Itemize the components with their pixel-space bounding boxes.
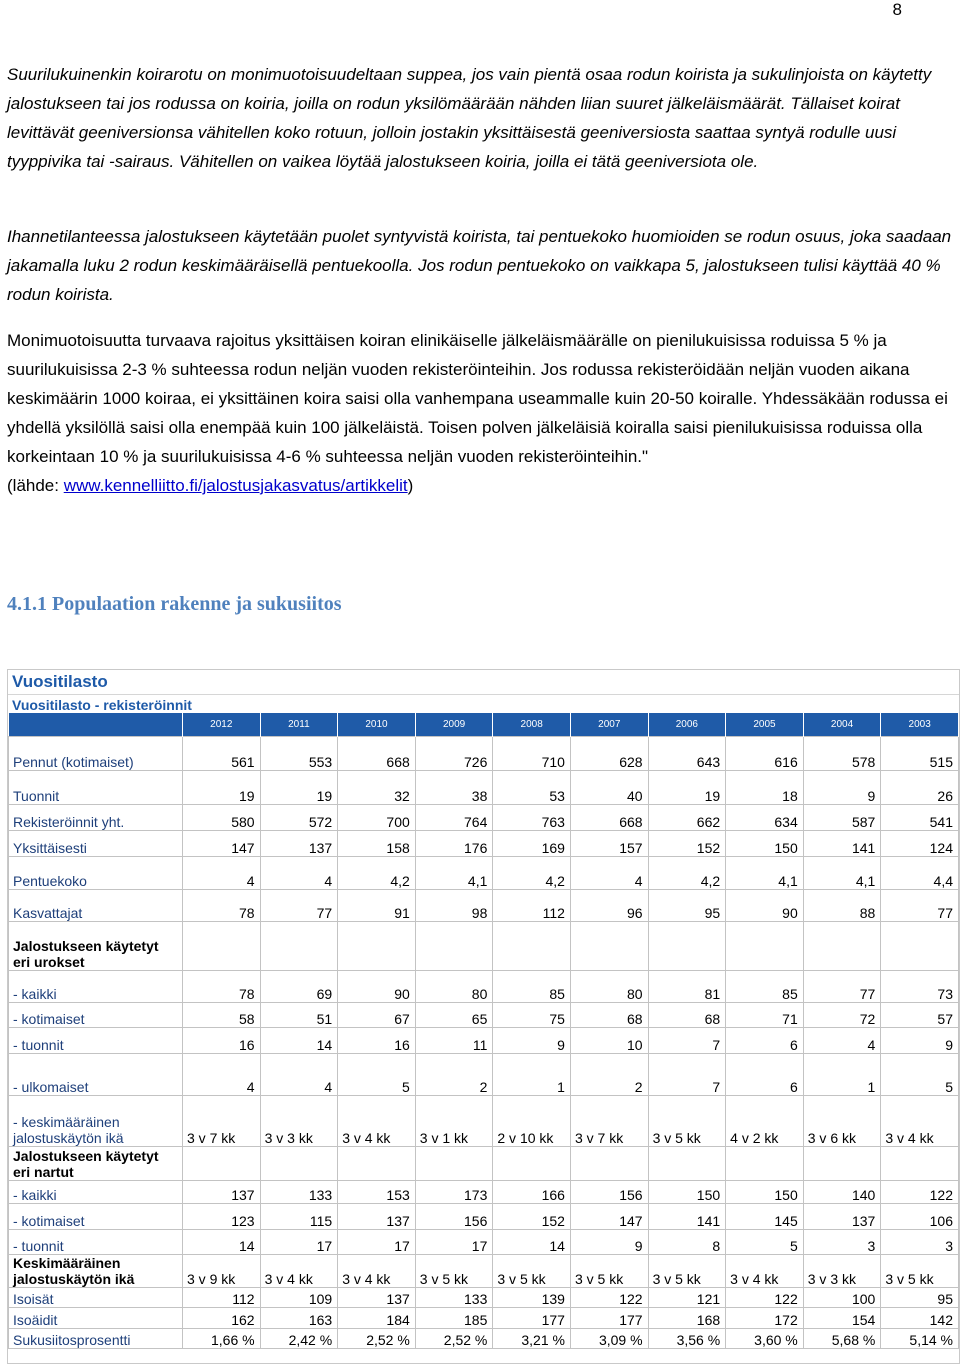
table-cell: 3 v 6 kk [803, 1096, 881, 1147]
paragraph-1: Suurilukuinenkin koirarotu on monimuotoisuudeltaan suppea, jos vain pientä osaa rodun koirista ja sukulinjoista on käytetty jalostukseen tai jos rodussa on koiria, joilla on rodun yksilömäärään nähden liian suuret jälkeläismäärät. Tällaiset koirat levittävät geeniversionsa vähitellen koko rotuun, jolloin jostakin yksittäisestä geeniversiosta saattaa syntyä rodulle uusi tyyppivika tai -sairaus. Vähitellen on vaikea löytää jalostukseen koiria, joilla ei tätä geeniversiota ole. [7, 65, 932, 171]
paragraph-3 [7, 326, 953, 500]
table-cell: 85 [493, 971, 571, 1003]
table-cell: 154 [803, 1308, 881, 1329]
table-cell: 150 [726, 831, 804, 857]
table-cell: 3 v 1 kk [415, 1096, 493, 1147]
table-cell: 57 [881, 1003, 959, 1028]
year-header: 2009 [415, 713, 493, 737]
table-cell [493, 1147, 571, 1181]
year-header: 2006 [648, 713, 726, 737]
table-row [9, 1181, 959, 1204]
table-cell: 764 [415, 805, 493, 831]
row-label: - kotimaiset [9, 1204, 183, 1230]
table-cell: 6 [726, 1028, 804, 1054]
row-label: Kasvattajat [9, 890, 183, 922]
year-header: 2008 [493, 713, 571, 737]
stats-table [8, 713, 959, 1349]
table-cell: 4,4 [881, 857, 959, 890]
source-prefix: (lähde: [7, 476, 64, 495]
table-cell: 3 v 4 kk [260, 1255, 338, 1288]
table-row [9, 1096, 959, 1147]
table-cell: 145 [726, 1204, 804, 1230]
table-cell: 17 [260, 1230, 338, 1255]
table-cell [803, 922, 881, 971]
table-cell: 80 [415, 971, 493, 1003]
table-cell [881, 922, 959, 971]
table-cell: 123 [183, 1204, 261, 1230]
table-cell: 16 [338, 1028, 416, 1054]
page-number: 8 [892, 0, 902, 19]
table-cell: 9 [570, 1230, 648, 1255]
table-cell: 561 [183, 737, 261, 771]
table-cell: 2 [415, 1054, 493, 1096]
table-cell: 18 [726, 771, 804, 805]
table-cell: 78 [183, 890, 261, 922]
table-cell: 9 [803, 771, 881, 805]
table-row [9, 1329, 959, 1349]
table-cell: 73 [881, 971, 959, 1003]
stats-subtitle: Vuositilasto - rekisteröinnit [12, 697, 192, 713]
table-cell: 90 [726, 890, 804, 922]
table-row [9, 857, 959, 890]
table-cell: 710 [493, 737, 571, 771]
table-cell: 1 [493, 1054, 571, 1096]
table-cell [183, 1147, 261, 1181]
row-label: Isoäidit [9, 1308, 183, 1329]
table-cell: 150 [726, 1181, 804, 1204]
table-cell [415, 922, 493, 971]
table-cell: 173 [415, 1181, 493, 1204]
table-cell: 4 v 2 kk [726, 1096, 804, 1147]
table-cell: 26 [881, 771, 959, 805]
table-cell: 147 [570, 1204, 648, 1230]
table-cell: 100 [803, 1288, 881, 1308]
table-cell [338, 922, 416, 971]
table-cell: 38 [415, 771, 493, 805]
row-label: Keskimääräinen jalostuskäytön ikä [9, 1255, 183, 1288]
table-cell: 4,2 [648, 857, 726, 890]
table-cell [260, 1147, 338, 1181]
section-heading: 4.1.1 Populaation rakenne ja sukusiitos [7, 593, 342, 615]
table-cell: 3 v 5 kk [570, 1255, 648, 1288]
row-label: Jalostukseen käytetyt eri nartut [9, 1147, 183, 1181]
table-cell [726, 1147, 804, 1181]
table-cell: 3 [803, 1230, 881, 1255]
table-cell: 58 [183, 1003, 261, 1028]
table-cell: 2,42 % [260, 1329, 338, 1349]
table-cell: 140 [803, 1181, 881, 1204]
table-cell: 4 [570, 857, 648, 890]
table-cell: 172 [726, 1308, 804, 1329]
stats-screenshot [7, 669, 960, 1364]
table-cell: 166 [493, 1181, 571, 1204]
table-cell [183, 922, 261, 971]
table-cell: 4,1 [803, 857, 881, 890]
stats-title: Vuositilasto [8, 670, 959, 695]
table-cell: 177 [493, 1308, 571, 1329]
table-row [9, 737, 959, 771]
table-cell: 68 [570, 1003, 648, 1028]
table-cell: 3,60 % [726, 1329, 804, 1349]
table-cell: 763 [493, 805, 571, 831]
table-cell: 122 [726, 1288, 804, 1308]
table-cell: 158 [338, 831, 416, 857]
table-cell: 53 [493, 771, 571, 805]
year-header: 2011 [260, 713, 338, 737]
table-cell: 11 [415, 1028, 493, 1054]
table-cell: 3 v 5 kk [648, 1096, 726, 1147]
table-cell: 4,2 [493, 857, 571, 890]
table-cell: 578 [803, 737, 881, 771]
row-label: - tuonnit [9, 1230, 183, 1255]
year-header: 2012 [183, 713, 261, 737]
table-cell [338, 1147, 416, 1181]
table-cell: 2 v 10 kk [493, 1096, 571, 1147]
table-cell: 112 [493, 890, 571, 922]
table-cell: 72 [803, 1003, 881, 1028]
table-cell: 124 [881, 831, 959, 857]
row-label: Sukusiitosprosentti [9, 1329, 183, 1349]
table-cell: 668 [338, 737, 416, 771]
table-cell: 4 [183, 857, 261, 890]
table-cell [570, 1147, 648, 1181]
table-cell: 4 [260, 857, 338, 890]
table-cell: 3,56 % [648, 1329, 726, 1349]
table-cell: 14 [183, 1230, 261, 1255]
table-cell [493, 922, 571, 971]
table-cell: 156 [415, 1204, 493, 1230]
year-header: 2005 [726, 713, 804, 737]
table-cell: 122 [881, 1181, 959, 1204]
table-cell: 141 [648, 1204, 726, 1230]
table-cell: 3 v 7 kk [183, 1096, 261, 1147]
table-row [9, 1003, 959, 1028]
table-cell: 541 [881, 805, 959, 831]
year-header: 2010 [338, 713, 416, 737]
table-cell: 109 [260, 1288, 338, 1308]
table-cell: 3,21 % [493, 1329, 571, 1349]
table-cell: 17 [338, 1230, 416, 1255]
row-label: Tuonnit [9, 771, 183, 805]
table-cell: 7 [648, 1054, 726, 1096]
table-cell [570, 922, 648, 971]
table-cell: 662 [648, 805, 726, 831]
table-cell: 152 [648, 831, 726, 857]
table-cell: 184 [338, 1308, 416, 1329]
table-cell: 580 [183, 805, 261, 831]
table-cell: 77 [881, 890, 959, 922]
table-cell: 163 [260, 1308, 338, 1329]
table-row [9, 890, 959, 922]
table-cell: 177 [570, 1308, 648, 1329]
table-cell [260, 922, 338, 971]
table-cell: 5 [726, 1230, 804, 1255]
row-label: - kaikki [9, 971, 183, 1003]
table-cell: 4,2 [338, 857, 416, 890]
table-cell: 14 [260, 1028, 338, 1054]
table-cell: 4 [183, 1054, 261, 1096]
table-cell: 142 [881, 1308, 959, 1329]
table-cell: 19 [183, 771, 261, 805]
table-cell [648, 922, 726, 971]
table-cell: 77 [260, 890, 338, 922]
table-cell: 40 [570, 771, 648, 805]
table-cell: 71 [726, 1003, 804, 1028]
table-cell: 137 [338, 1288, 416, 1308]
table-cell: 3 v 9 kk [183, 1255, 261, 1288]
row-label: - tuonnit [9, 1028, 183, 1054]
table-cell: 78 [183, 971, 261, 1003]
table-cell: 96 [570, 890, 648, 922]
table-cell: 5,68 % [803, 1329, 881, 1349]
table-cell: 156 [570, 1181, 648, 1204]
table-row [9, 805, 959, 831]
table-cell: 2 [570, 1054, 648, 1096]
table-row [9, 1288, 959, 1308]
table-cell: 69 [260, 971, 338, 1003]
table-cell: 2,52 % [338, 1329, 416, 1349]
table-cell: 3 v 4 kk [726, 1255, 804, 1288]
table-cell: 572 [260, 805, 338, 831]
table-cell: 3 v 7 kk [570, 1096, 648, 1147]
table-cell: 169 [493, 831, 571, 857]
table-cell: 10 [570, 1028, 648, 1054]
table-cell: 17 [415, 1230, 493, 1255]
table-cell: 176 [415, 831, 493, 857]
table-cell: 587 [803, 805, 881, 831]
row-label: Rekisteröinnit yht. [9, 805, 183, 831]
table-cell: 7 [648, 1028, 726, 1054]
table-cell: 634 [726, 805, 804, 831]
table-cell: 700 [338, 805, 416, 831]
row-label: Pentuekoko [9, 857, 183, 890]
table-cell: 51 [260, 1003, 338, 1028]
table-cell: 3 v 4 kk [338, 1255, 416, 1288]
row-label: - kotimaiset [9, 1003, 183, 1028]
table-cell: 3 v 3 kk [803, 1255, 881, 1288]
table-cell: 137 [803, 1204, 881, 1230]
table-cell: 80 [570, 971, 648, 1003]
table-cell: 153 [338, 1181, 416, 1204]
header-row [9, 713, 959, 737]
row-label: Jalostukseen käytetyt eri urokset [9, 922, 183, 971]
table-cell: 628 [570, 737, 648, 771]
table-cell: 668 [570, 805, 648, 831]
table-cell: 115 [260, 1204, 338, 1230]
table-cell: 133 [415, 1288, 493, 1308]
table-cell: 1,66 % [183, 1329, 261, 1349]
row-label: - ulkomaiset [9, 1054, 183, 1096]
table-cell: 726 [415, 737, 493, 771]
table-cell: 112 [183, 1288, 261, 1308]
table-cell: 75 [493, 1003, 571, 1028]
table-cell: 16 [183, 1028, 261, 1054]
table-cell: 152 [493, 1204, 571, 1230]
table-cell: 19 [260, 771, 338, 805]
table-cell: 3,09 % [570, 1329, 648, 1349]
table-cell: 122 [570, 1288, 648, 1308]
year-header: 2004 [803, 713, 881, 737]
table-cell: 9 [493, 1028, 571, 1054]
year-header: 2003 [881, 713, 959, 737]
table-cell: 5,14 % [881, 1329, 959, 1349]
table-cell: 137 [260, 831, 338, 857]
table-cell: 185 [415, 1308, 493, 1329]
table-cell: 6 [726, 1054, 804, 1096]
table-cell: 137 [338, 1204, 416, 1230]
table-cell: 9 [881, 1028, 959, 1054]
table-cell: 14 [493, 1230, 571, 1255]
table-cell: 150 [648, 1181, 726, 1204]
table-cell: 19 [648, 771, 726, 805]
year-header: 2007 [570, 713, 648, 737]
paragraph-2: Ihannetilanteessa jalostukseen käytetään puolet syntyvistä koirista, tai pentuekoko huomioiden se rodun osuus, joka saadaan jakamalla luku 2 rodun keskimääräisellä pentuekoolla. Jos rodun pentuekoko on vaikkapa 5, jalostukseen tulisi käyttää 40 % rodun koirista. [7, 227, 952, 304]
table-cell: 4 [803, 1028, 881, 1054]
table-cell: 139 [493, 1288, 571, 1308]
table-cell: 553 [260, 737, 338, 771]
table-row [9, 971, 959, 1003]
table-cell: 2,52 % [415, 1329, 493, 1349]
table-cell: 3 v 5 kk [648, 1255, 726, 1288]
table-row [9, 1204, 959, 1230]
table-cell: 3 v 5 kk [415, 1255, 493, 1288]
table-cell: 91 [338, 890, 416, 922]
table-cell: 4,1 [726, 857, 804, 890]
table-cell [881, 1147, 959, 1181]
table-cell: 5 [881, 1054, 959, 1096]
source-suffix: ) [407, 476, 414, 495]
table-cell: 137 [183, 1181, 261, 1204]
table-row [9, 1230, 959, 1255]
row-label: - keskimääräinen jalostuskäytön ikä [9, 1096, 183, 1147]
row-label: Pennut (kotimaiset) [9, 737, 183, 771]
paragraph-3-text: Monimuotoisuutta turvaava rajoitus yksittäisen koiran elinikäiselle jälkeläismäärälle on pienilukuisissa roduissa 5 % ja suurilukuisissa 2-3 % suhteessa rodun neljän vuoden rekisteröinteihin. Jos rodussa rekisteröidään neljän vuoden aikana keskimäärin 1000 koiraa, ei yksittäinen koira saisi olla vanhempana useammalle kuin 20-50 koiralle. Yhdessäkään rodussa ei yhdellä yksilöllä saisi olla enempää kuin 100 jälkeläistä. Toisen polven jälkeläisiä koiralla saisi pienilukuisissa roduissa olla korkeintaan 10 % ja suurilukuisissa 4-6 % suhteessa neljän vuoden rekisteröinteihin." [7, 331, 948, 466]
table-cell: 95 [648, 890, 726, 922]
table-row [9, 1255, 959, 1288]
table-row [9, 771, 959, 805]
row-label: Yksittäisesti [9, 831, 183, 857]
table-cell: 643 [648, 737, 726, 771]
table-cell: 5 [338, 1054, 416, 1096]
table-cell: 106 [881, 1204, 959, 1230]
row-label: - kaikki [9, 1181, 183, 1204]
table-row [9, 1028, 959, 1054]
table-cell: 147 [183, 831, 261, 857]
table-cell: 3 v 4 kk [881, 1096, 959, 1147]
table-cell: 32 [338, 771, 416, 805]
table-cell: 1 [803, 1054, 881, 1096]
table-cell: 77 [803, 971, 881, 1003]
table-cell: 133 [260, 1181, 338, 1204]
table-cell: 85 [726, 971, 804, 1003]
table-cell [648, 1147, 726, 1181]
table-row [9, 1147, 959, 1181]
table-cell: 68 [648, 1003, 726, 1028]
table-cell: 3 v 3 kk [260, 1096, 338, 1147]
table-cell: 4 [260, 1054, 338, 1096]
table-cell: 8 [648, 1230, 726, 1255]
table-cell [415, 1147, 493, 1181]
header-corner [9, 713, 183, 737]
table-cell: 95 [881, 1288, 959, 1308]
row-label: Isoisät [9, 1288, 183, 1308]
table-cell: 515 [881, 737, 959, 771]
table-cell: 3 v 5 kk [881, 1255, 959, 1288]
table-cell: 3 v 5 kk [493, 1255, 571, 1288]
table-cell: 121 [648, 1288, 726, 1308]
table-cell: 65 [415, 1003, 493, 1028]
table-cell: 81 [648, 971, 726, 1003]
table-cell: 168 [648, 1308, 726, 1329]
table-cell: 3 v 4 kk [338, 1096, 416, 1147]
table-cell: 98 [415, 890, 493, 922]
table-row [9, 922, 959, 971]
source-link[interactable]: www.kennelliitto.fi/jalostusjakasvatus/artikkelit [63, 476, 408, 495]
table-cell [803, 1147, 881, 1181]
table-cell [726, 922, 804, 971]
table-cell: 162 [183, 1308, 261, 1329]
table-cell: 67 [338, 1003, 416, 1028]
table-row [9, 1308, 959, 1329]
table-cell: 157 [570, 831, 648, 857]
table-cell: 3 [881, 1230, 959, 1255]
table-cell: 88 [803, 890, 881, 922]
table-row [9, 1054, 959, 1096]
table-cell: 90 [338, 971, 416, 1003]
table-cell: 4,1 [415, 857, 493, 890]
table-cell: 616 [726, 737, 804, 771]
table-row [9, 831, 959, 857]
table-cell: 141 [803, 831, 881, 857]
